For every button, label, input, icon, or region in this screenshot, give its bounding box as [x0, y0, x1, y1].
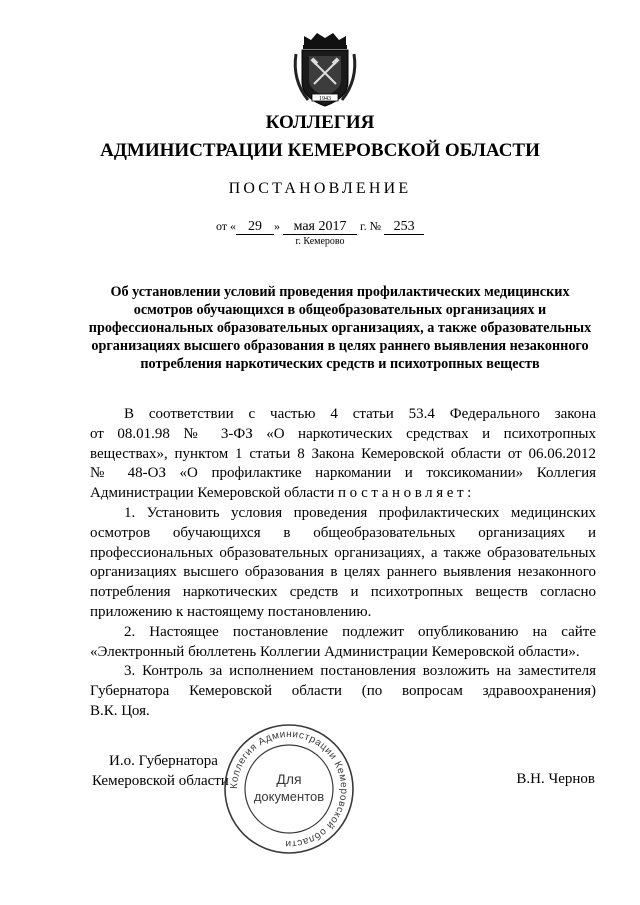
item-line: потребления наркотических средств и психотропных веществ согласно	[90, 584, 596, 601]
item-line: приложению к настоящему постановлению.	[90, 603, 372, 620]
emblem-year: 1943	[319, 96, 331, 102]
item-line: осмотров обучающихся в общеобразовательных организациях и	[90, 524, 596, 541]
resolves-word: постановляет:	[338, 485, 475, 502]
date-day: 29	[236, 219, 274, 235]
item-line: Губернатора Кемеровской области (по вопросам здравоохранения)	[90, 683, 596, 700]
signatory-position	[92, 751, 229, 791]
item-line: В.К. Цоя.	[90, 702, 150, 719]
city: г. Кемерово	[295, 236, 345, 247]
body-line: веществах», пунктом 1 статьи 8 Закона Кемеровской области от 06.06.2012	[90, 445, 596, 462]
body-line-text: Администрации Кемеровской области	[90, 485, 335, 502]
stamp-seal	[222, 722, 356, 856]
body-line	[90, 484, 596, 504]
position-line1: И.о. Губернатора	[109, 753, 218, 769]
number-label: №	[369, 219, 382, 233]
stamp-center-line1: Для	[276, 771, 302, 787]
date-prefix: от «	[215, 219, 237, 233]
date-year-suffix: г.	[360, 219, 367, 233]
item-line: 3. Контроль за исполнением постановления возложить на заместителя	[124, 663, 596, 680]
coat-of-arms-icon	[290, 30, 360, 110]
document-subject: Об установлении условий проведения профилактических медицинских осмотров обучающихся в общеобразовательных организациях и профессиональных образовательных организациях, а также образовательных организациях высшего образования в целях раннего выявления незаконного потребления наркотических средств и психотропных веществ	[88, 284, 592, 372]
signatory-name: В.Н. Чернов	[516, 771, 595, 787]
date-close: »	[274, 219, 281, 233]
date-line	[0, 219, 640, 235]
item-line: организациях высшего образования в целях раннего выявления незаконного	[90, 564, 596, 581]
item-line: «Электронный бюллетень Коллегии Администрации Кемеровской области».	[90, 643, 580, 660]
item-line: 2. Настоящее постановление подлежит опубликованию на сайте	[124, 623, 596, 640]
position-line2: Кемеровской области	[92, 773, 229, 789]
org-title-line2: АДМИНИСТРАЦИИ КЕМЕРОВСКОЙ ОБЛАСТИ	[100, 140, 540, 161]
org-title-line1: КОЛЛЕГИЯ	[265, 112, 375, 133]
body-line: от 08.01.98 № 3-ФЗ «О наркотических средствах и психотропных	[90, 425, 596, 442]
document-type: ПОСТАНОВЛЕНИЕ	[228, 180, 412, 197]
body-line: В соответствии с частью 4 статьи 53.4 Федерального закона	[124, 406, 596, 422]
item-line: профессиональных образовательных организациях, а также образовательных	[90, 544, 596, 561]
stamp-center-line2: документов	[253, 789, 325, 804]
document-body	[90, 405, 596, 722]
body-line: № 48-ОЗ «О профилактике наркомании и токсикомании» Коллегия	[90, 465, 596, 482]
document-number: 253	[384, 219, 424, 235]
date-month-year: мая 2017	[283, 219, 357, 235]
item-line: 1. Установить условия проведения профилактических медицинских	[124, 504, 596, 521]
stamp-ring-text: Коллегия Администрации Кемеровской области	[228, 728, 350, 850]
